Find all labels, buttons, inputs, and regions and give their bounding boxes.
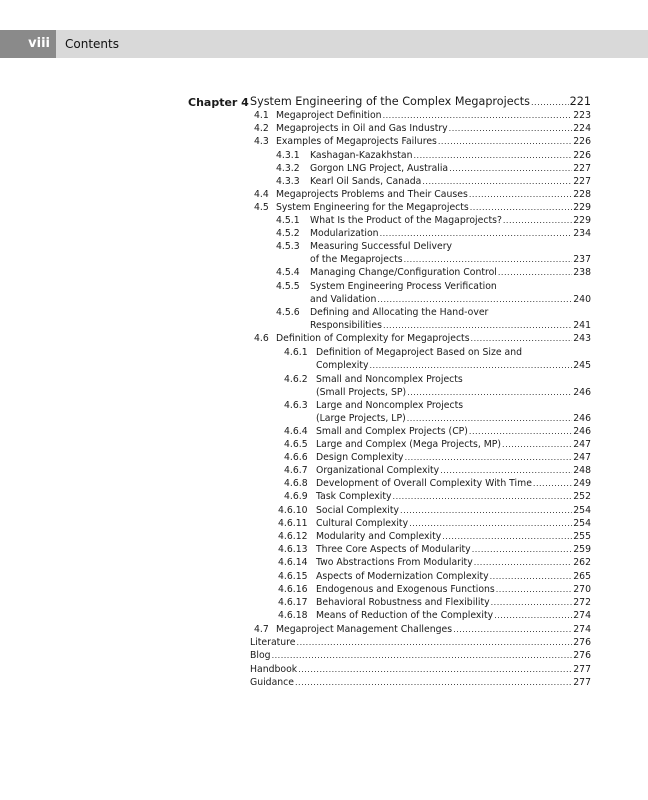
page-ref: 249 <box>573 478 591 489</box>
page-ref: 227 <box>573 176 591 187</box>
toc-entry-4-3-2[interactable] <box>276 163 591 175</box>
section-number: 4.6.6 <box>284 452 308 463</box>
section-title: Kashagan-Kazakhstan <box>310 150 413 161</box>
toc-entry-guidance[interactable] <box>250 677 591 689</box>
leader-dots <box>440 466 572 475</box>
leader-dots <box>272 651 573 660</box>
leader-dots <box>438 137 572 146</box>
leader-dots <box>469 427 572 436</box>
section-number: 4.5.5 <box>276 281 300 292</box>
toc-entry-4-7[interactable] <box>254 624 591 636</box>
page-ref: 252 <box>573 491 591 502</box>
toc-entry-4-6-14[interactable] <box>278 557 591 569</box>
section-title: Organizational Complexity <box>316 465 440 476</box>
page-ref: 246 <box>573 426 591 437</box>
page-ref: 240 <box>573 294 591 305</box>
page-ref: 226 <box>573 150 591 161</box>
page-ref: 262 <box>573 557 591 568</box>
section-title: Megaprojects in Oil and Gas Industry <box>276 123 448 134</box>
toc-entry-4-6-18[interactable] <box>278 610 591 622</box>
leader-dots <box>502 440 572 449</box>
page-ref: 247 <box>573 452 591 463</box>
page-ref: 277 <box>573 677 591 688</box>
page-ref: 255 <box>573 531 591 542</box>
page-ref: 274 <box>573 610 591 621</box>
toc-entry-4-6-4[interactable] <box>284 426 591 438</box>
section-title: Aspects of Modernization Complexity <box>316 571 489 582</box>
toc-entry-4-2[interactable] <box>254 123 591 135</box>
section-number: 4.2 <box>254 123 269 134</box>
section-number: 4.6.3 <box>284 400 308 411</box>
leader-dots <box>490 572 573 581</box>
page-number: viii <box>0 30 56 58</box>
toc-entry-4-6-10[interactable] <box>278 505 591 517</box>
leader-dots <box>472 545 573 554</box>
page-ref: 226 <box>573 136 591 147</box>
toc-entry-4-6-8[interactable] <box>284 478 591 490</box>
page-ref: 243 <box>573 333 591 344</box>
section-title: Large and Complex (Mega Projects, MP) <box>316 439 502 450</box>
page-ref: 237 <box>573 254 591 265</box>
leader-dots <box>404 255 573 264</box>
section-title: System Engineering for the Megaprojects <box>276 202 469 213</box>
toc-entry-4-3[interactable] <box>254 136 591 148</box>
section-number: 4.6.4 <box>284 426 308 437</box>
toc-entry-4-6-1-line2[interactable] <box>316 360 591 372</box>
leader-dots <box>531 97 569 107</box>
leader-dots <box>409 519 572 528</box>
toc-entry-4-6-3-line1[interactable] <box>284 400 463 412</box>
page-ref: 245 <box>573 360 591 371</box>
section-number: 4.6.11 <box>278 518 308 529</box>
section-number: 4.6.18 <box>278 610 308 621</box>
leader-dots <box>377 295 572 304</box>
leader-dots <box>494 611 572 620</box>
section-number: 4.5.2 <box>276 228 300 239</box>
toc-entry-4-4[interactable] <box>254 189 591 201</box>
page-ref: 246 <box>573 413 591 424</box>
section-title-cont: of the Megaprojects <box>310 254 403 265</box>
section-title: Megaproject Definition <box>276 110 382 121</box>
leader-dots <box>469 190 572 199</box>
leader-dots <box>498 268 572 277</box>
toc-entry-4-6-3-line2[interactable] <box>316 413 591 425</box>
section-number: 4.6.17 <box>278 597 308 608</box>
leader-dots <box>370 361 573 370</box>
leader-dots <box>470 203 572 212</box>
section-title-cont: Responsibilities <box>310 320 382 331</box>
page-ref: 259 <box>573 544 591 555</box>
section-number: 4.6.9 <box>284 491 308 502</box>
section-title-cont: (Large Projects, LP) <box>316 413 406 424</box>
page-ref: 221 <box>569 95 591 108</box>
toc-entry-4-6-17[interactable] <box>278 597 591 609</box>
toc-entry-blog[interactable] <box>250 650 591 662</box>
toc-entry-4-6-9[interactable] <box>284 491 591 503</box>
section-title: Cultural Complexity <box>316 518 409 529</box>
section-title: What Is the Product of the Magaprojects? <box>310 215 502 226</box>
section-title: Defining and Allocating the Hand-over <box>310 307 489 318</box>
section-title: Literature <box>250 637 296 648</box>
toc-entry-4-6-2-line2[interactable] <box>316 387 591 399</box>
section-number: 4.1 <box>254 110 269 121</box>
page-ref: 224 <box>573 123 591 134</box>
leader-dots <box>405 453 573 462</box>
section-title: Large and Noncomplex Projects <box>316 400 464 411</box>
leader-dots <box>503 216 572 225</box>
section-title: Modularity and Complexity <box>316 531 442 542</box>
leader-dots <box>393 492 573 501</box>
page-ref: 274 <box>573 624 591 635</box>
section-number: 4.6.5 <box>284 439 308 450</box>
section-number: 4.6.1 <box>284 347 308 358</box>
section-number: 4.6.14 <box>278 557 308 568</box>
section-number: 4.5.6 <box>276 307 300 318</box>
page-ref: 265 <box>573 571 591 582</box>
section-number: 4.5 <box>254 202 269 213</box>
toc-entry-4-6-13[interactable] <box>278 544 591 556</box>
section-number: 4.3.2 <box>276 163 300 174</box>
page-ref: 238 <box>573 267 591 278</box>
section-title: Behavioral Robustness and Flexibility <box>316 597 490 608</box>
toc-entry-4-6-7[interactable] <box>284 465 591 477</box>
page-ref: 227 <box>573 163 591 174</box>
section-number: 4.7 <box>254 624 269 635</box>
section-number: 4.5.3 <box>276 241 300 252</box>
toc-entry-4-6-15[interactable] <box>278 571 591 583</box>
toc-entry-4-5-3-line1[interactable] <box>276 241 452 253</box>
leader-dots <box>383 111 573 120</box>
section-number: 4.6.7 <box>284 465 308 476</box>
leader-dots <box>491 598 573 607</box>
leader-dots <box>295 678 572 687</box>
leader-dots <box>383 321 572 330</box>
section-title: Managing Change/Configuration Control <box>310 267 497 278</box>
section-title: Gorgon LNG Project, Australia <box>310 163 449 174</box>
section-title: System Engineering Process Verification <box>310 281 497 292</box>
section-title: Measuring Successful Delivery <box>310 241 453 252</box>
page-ref: 254 <box>573 505 591 516</box>
toc-entry-4-6-2-line1[interactable] <box>284 374 463 386</box>
section-title: Task Complexity <box>316 491 392 502</box>
section-title: Small and Complex Projects (CP) <box>316 426 468 437</box>
page-ref: 276 <box>573 637 591 648</box>
toc-entry-4-5-6-line1[interactable] <box>276 307 488 319</box>
toc-entry-4-5-2[interactable] <box>276 228 591 240</box>
section-number: 4.6.2 <box>284 374 308 385</box>
section-number: 4.6.8 <box>284 478 308 489</box>
section-title-cont: Complexity <box>316 360 369 371</box>
section-title: Definition of Megaproject Based on Size and <box>316 347 523 358</box>
section-number: 4.6 <box>254 333 269 344</box>
section-number: 4.6.15 <box>278 571 308 582</box>
section-title: Endogenous and Exogenous Functions <box>316 584 495 595</box>
leader-dots <box>413 151 572 160</box>
leader-dots <box>298 665 572 674</box>
section-number: 4.3.3 <box>276 176 300 187</box>
page-ref: 247 <box>573 439 591 450</box>
section-number: 4.3 <box>254 136 269 147</box>
section-title: Three Core Aspects of Modularity <box>316 544 471 555</box>
section-number: 4.4 <box>254 189 269 200</box>
leader-dots <box>449 164 572 173</box>
leader-dots <box>407 388 572 397</box>
section-number: 4.6.12 <box>278 531 308 542</box>
section-title: Examples of Megaprojects Failures <box>276 136 437 147</box>
leader-dots <box>474 558 573 567</box>
toc-entry-4-6-12[interactable] <box>278 531 591 543</box>
page-ref: 276 <box>573 650 591 661</box>
toc-entry-4-5-5-line1[interactable] <box>276 281 497 293</box>
toc-entry-4-3-1[interactable] <box>276 150 591 162</box>
toc-entry-4-5-5-line2[interactable] <box>310 294 591 306</box>
section-title: Development of Overall Complexity With Time <box>316 478 532 489</box>
toc-entry-4-3-3[interactable] <box>276 176 591 188</box>
toc-entry-4-6-11[interactable] <box>278 518 591 530</box>
page-ref: 270 <box>573 584 591 595</box>
section-title: Means of Reduction of the Complexity <box>316 610 494 621</box>
section-title: Megaprojects Problems and Their Causes <box>276 189 468 200</box>
leader-dots <box>297 638 573 647</box>
chapter-label: Chapter 4 <box>188 96 249 109</box>
page-ref: 272 <box>573 597 591 608</box>
section-title: Blog <box>250 650 271 661</box>
running-header <box>0 30 648 58</box>
toc-entry-4-6-1-line1[interactable] <box>284 347 522 359</box>
toc-entry-4-5-3-line2[interactable] <box>310 254 591 266</box>
page-ref: 234 <box>573 228 591 239</box>
page-ref: 246 <box>573 387 591 398</box>
toc-entry-literature[interactable] <box>250 637 591 649</box>
leader-dots <box>380 229 573 238</box>
toc-entry-4-6-6[interactable] <box>284 452 591 464</box>
toc-entry-4-5-1[interactable] <box>276 215 591 227</box>
toc-entry-4-5-4[interactable] <box>276 267 591 279</box>
toc-entry-4-6[interactable] <box>254 333 591 345</box>
section-title: Guidance <box>250 677 295 688</box>
chapter-title-row[interactable] <box>250 95 591 109</box>
section-title-cont: (Small Projects, SP) <box>316 387 407 398</box>
section-title: Definition of Complexity for Megaprojects <box>276 333 470 344</box>
section-title: Two Abstractions From Modularity <box>316 557 473 568</box>
section-number: 4.6.13 <box>278 544 308 555</box>
running-title: Contents <box>65 37 119 51</box>
page-ref: 277 <box>573 664 591 675</box>
section-title: Social Complexity <box>316 505 400 516</box>
leader-dots <box>533 479 572 488</box>
page-ref: 241 <box>573 320 591 331</box>
leader-dots <box>407 414 573 423</box>
section-title: Modularization <box>310 228 379 239</box>
leader-dots <box>471 334 573 343</box>
toc-entry-4-5-6-line2[interactable] <box>310 320 591 332</box>
leader-dots <box>453 625 572 634</box>
toc-entry-4-6-5[interactable] <box>284 439 591 451</box>
leader-dots <box>496 585 572 594</box>
section-number: 4.6.10 <box>278 505 308 516</box>
section-title: Megaproject Management Challenges <box>276 624 453 635</box>
page-ref: 228 <box>573 189 591 200</box>
toc-entry-handbook[interactable] <box>250 664 591 676</box>
section-title: Design Complexity <box>316 452 404 463</box>
leader-dots <box>400 506 572 515</box>
page-ref: 229 <box>573 215 591 226</box>
leader-dots <box>422 177 572 186</box>
leader-dots <box>442 532 572 541</box>
toc-entry-4-1[interactable] <box>254 110 591 122</box>
section-title: Small and Noncomplex Projects <box>316 374 463 385</box>
leader-dots <box>449 124 573 133</box>
page-ref: 248 <box>573 465 591 476</box>
section-number: 4.3.1 <box>276 150 300 161</box>
toc-entry-4-6-16[interactable] <box>278 584 591 596</box>
section-number: 4.6.16 <box>278 584 308 595</box>
section-title: Handbook <box>250 664 298 675</box>
section-title: Kearl Oil Sands, Canada <box>310 176 422 187</box>
chapter-title: System Engineering of the Complex Megaprojects <box>250 95 530 108</box>
section-number: 4.5.4 <box>276 267 300 278</box>
toc-entry-4-5[interactable] <box>254 202 591 214</box>
page-ref: 223 <box>573 110 591 121</box>
section-number: 4.5.1 <box>276 215 300 226</box>
section-title-cont: and Validation <box>310 294 377 305</box>
page-ref: 229 <box>573 202 591 213</box>
page-ref: 254 <box>573 518 591 529</box>
